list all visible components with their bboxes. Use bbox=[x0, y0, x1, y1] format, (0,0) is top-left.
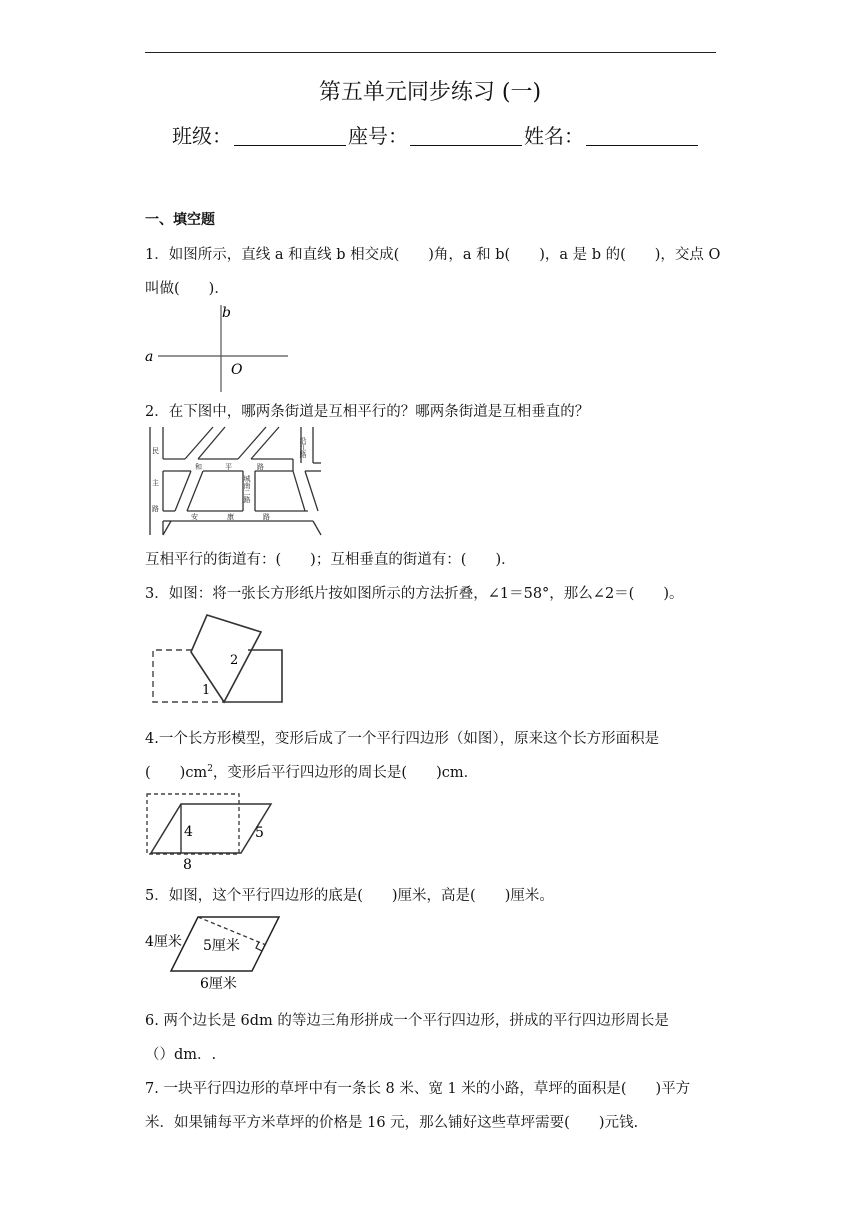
side-length-label: 4厘米 bbox=[145, 934, 182, 950]
question-6-line-1: 6. 两个边长是 6dm 的等边三角形拼成一个平行四边形，拼成的平行四边形周长是 bbox=[145, 1013, 669, 1029]
street-label: 平 bbox=[225, 463, 232, 471]
seat-blank[interactable] bbox=[410, 125, 522, 146]
class-label: 班级： bbox=[172, 124, 232, 148]
question-5-line-1: 5．如图，这个平行四边形的底是( )厘米，高是( )厘米。 bbox=[145, 888, 554, 904]
figure-rectangle-to-parallelogram bbox=[143, 790, 275, 874]
name-label: 姓名： bbox=[524, 124, 584, 148]
angle-2-label: 2 bbox=[230, 653, 239, 668]
question-7-line-1: 7. 一块平行四边形的草坪中有一条长 8 米、宽 1 米的小路，草坪的面积是( )平方 bbox=[145, 1081, 691, 1097]
label-b: b bbox=[222, 305, 231, 321]
student-info-row bbox=[172, 120, 700, 149]
label-o: O bbox=[231, 362, 243, 378]
street-label: 主 bbox=[152, 479, 159, 487]
page-title: 第五单元同步练习 (一) bbox=[318, 80, 542, 105]
street-label: 康 bbox=[227, 513, 234, 521]
angle-1-label: 1 bbox=[202, 683, 211, 698]
base-label: 8 bbox=[183, 857, 192, 873]
figure-street-map bbox=[143, 423, 325, 538]
question-4-line-2 bbox=[145, 761, 478, 782]
top-rule bbox=[145, 52, 716, 53]
question-7-line-2: 米．如果铺每平方米草坪的价格是 16 元，那么铺好这些草坪需要( )元钱. bbox=[145, 1115, 639, 1131]
street-label: 民 bbox=[152, 447, 159, 455]
figure-folded-rectangle bbox=[148, 610, 288, 708]
question-2-line-2: 互相平行的街道有：( )；互相垂直的街道有：( )． bbox=[145, 552, 516, 568]
question-4-line-1: 4.一个长方形模型，变形后成了一个平行四边形（如图），原来这个长方形面积是 bbox=[145, 731, 660, 747]
label-a: a bbox=[145, 349, 154, 365]
q4-text-a: ( )cm bbox=[145, 765, 208, 781]
class-blank[interactable] bbox=[234, 125, 346, 146]
base-label: 6厘米 bbox=[200, 976, 237, 992]
figure-parallelogram-dimensions bbox=[143, 910, 288, 992]
question-3-line-1: 3．如图：将一张长方形纸片按如图所示的方法折叠，∠1＝58°，那么∠2＝( )。 bbox=[145, 586, 684, 602]
street-label: 路 bbox=[257, 463, 264, 471]
street-label: 安 bbox=[191, 513, 198, 521]
question-2-line-1: 2．在下图中，哪两条街道是互相平行的？哪两条街道是互相垂直的？ bbox=[145, 404, 590, 420]
question-1-line-1: 1．如图所示，直线 a 和直线 b 相交成( )角，a 和 b( )，a 是 b 的( )，交点 O bbox=[145, 247, 721, 263]
height-label: 4 bbox=[184, 824, 193, 840]
street-label: 城南二路 bbox=[243, 475, 251, 503]
seat-label: 座号： bbox=[348, 124, 408, 148]
street-label: 和 bbox=[195, 463, 202, 471]
street-label: 沿江路 bbox=[299, 437, 307, 458]
question-6-line-2: （）dm．. bbox=[145, 1047, 217, 1063]
name-blank[interactable] bbox=[586, 125, 698, 146]
street-label: 路 bbox=[263, 513, 270, 521]
q4-text-b: ，变形后平行四边形的周长是( )cm． bbox=[212, 765, 479, 781]
q4-superscript: 2 bbox=[207, 764, 213, 775]
figure-intersecting-lines bbox=[140, 300, 295, 395]
street-label: 路 bbox=[152, 505, 159, 513]
question-1-line-2: 叫做( )． bbox=[145, 281, 229, 297]
side-label: 5 bbox=[255, 825, 264, 841]
height-label: 5厘米 bbox=[203, 938, 240, 954]
section-title: 一、填空题 bbox=[145, 212, 215, 228]
